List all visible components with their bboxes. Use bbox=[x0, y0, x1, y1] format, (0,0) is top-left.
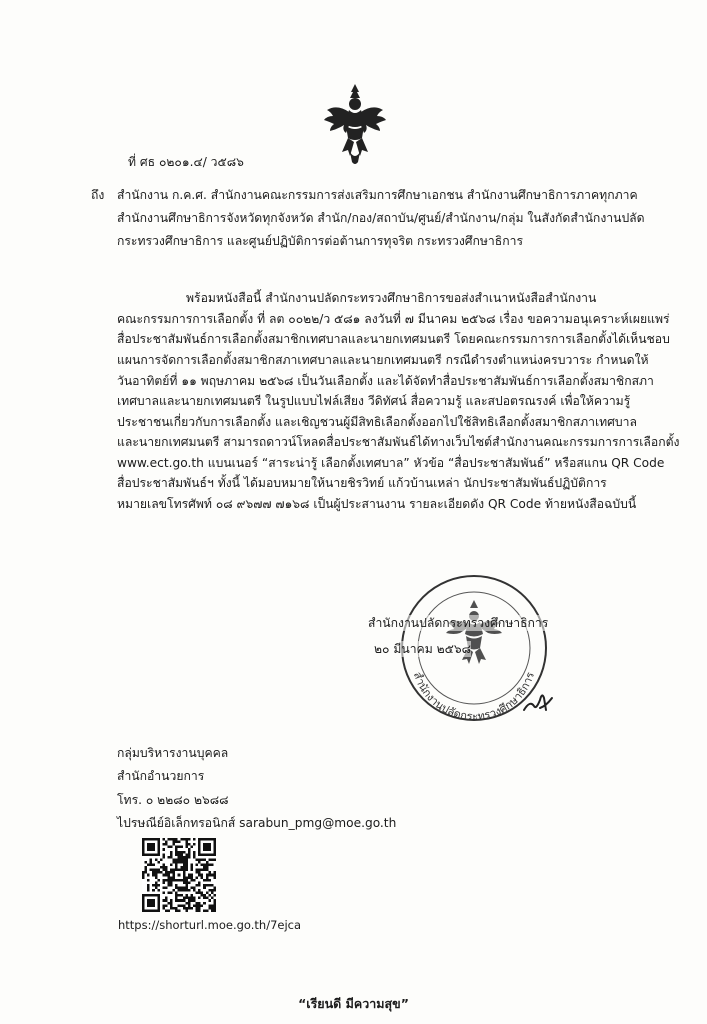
body-line: เทศบาลและนายกเทศมนตรี ในรูปแบบไฟล์เสียง วีดิทัศน์ สื่อความรู้ และสปอตรณรงค์ เพื่อให้ความรู้ bbox=[117, 394, 631, 408]
email-address: ไปรษณีย์อิเล็กทรอนิกส์ sarabun_pmg@moe.go.th bbox=[117, 816, 397, 830]
body-line: แผนการจัดการเลือกตั้งสมาชิกสภาเทศบาลและนายกเทศมนตรี กรณีดำรงตำแหน่งครบวาระ กำหนดให้ bbox=[117, 353, 649, 367]
recipient-line: กระทรวงศึกษาธิการ และศูนย์ปฏิบัติการต่อต้านการทุจริต กระทรวงศึกษาธิการ bbox=[117, 234, 523, 248]
body-line: หมายเลขโทรศัพท์ ๐๘ ๙๖๗๗ ๗๑๖๘ เป็นผู้ประสานงาน รายละเอียดดัง QR Code ท้ายหนังสือฉบับนี้ bbox=[117, 497, 637, 511]
recipient-line: สำนักงานศึกษาธิการจังหวัดทุกจังหวัด สำนัก/กอง/สถาบัน/ศูนย์/สำนักงาน/กลุ่ม ในสังกัดสำนักงานปลัด bbox=[117, 211, 645, 225]
bureau-name: สำนักอำนวยการ bbox=[117, 769, 205, 783]
document-number: ที่ ศธ ๐๒๐๑.๔/ ว๕๘๖ bbox=[128, 155, 244, 169]
body-line: สื่อประชาสัมพันธ์การเลือกตั้งสมาชิกเทศบาลและนายกเทศมนตรี โดยคณะกรรมการการเลือกตั้งได้เห็นชอบ bbox=[117, 332, 670, 346]
recipient-label: ถึง bbox=[91, 188, 105, 202]
body-line: วันอาทิตย์ที่ ๑๑ พฤษภาคม ๒๕๖๘ เป็นวันเลือกตั้ง และได้จัดทำสื่อประชาสัมพันธ์การเลือกตั้งสมาชิกสภา bbox=[117, 374, 654, 388]
body-line: www.ect.go.th แบนเนอร์ “สาระน่ารู้ เลือกตั้งเทศบาล” หัวข้อ “สื่อประชาสัมพันธ์” หรือสแกน QR Code bbox=[117, 456, 665, 470]
handwritten-signature-icon bbox=[520, 682, 556, 716]
qr-url[interactable]: https://shorturl.moe.go.th/7ejca bbox=[118, 918, 302, 932]
seal-text: สำนักงานปลัดกระทรวงศึกษาธิการ bbox=[410, 670, 537, 724]
recipient-line: สำนักงาน ก.ค.ศ. สำนักงานคณะกรรมการส่งเสริมการศึกษาเอกชน สำนักงานศึกษาธิการภาคทุกภาค bbox=[117, 188, 638, 202]
sender-date: ๒๐ มีนาคม ๒๕๖๘ bbox=[374, 642, 472, 656]
body-line: พร้อมหนังสือนี้ สำนักงานปลัดกระทรวงศึกษาธิการขอส่งสำเนาหนังสือสำนักงาน bbox=[186, 291, 597, 305]
body-line: และนายกเทศมนตรี สามารถดาวน์โหลดสื่อประชาสัมพันธ์ได้ทางเว็บไซต์สำนักงานคณะกรรมการการเลือกตั้ง bbox=[117, 435, 680, 449]
body-line: ประชาชนเกี่ยวกับการเลือกตั้ง และเชิญชวนผู้มีสิทธิเลือกตั้งออกไปใช้สิทธิเลือกตั้งสมาชิกสภาเทศบาล bbox=[117, 415, 637, 429]
phone-number: โทร. ๐ ๒๒๘๐ ๒๖๘๘ bbox=[117, 793, 229, 807]
body-line: คณะกรรมการการเลือกตั้ง ที่ ลต ๐๐๒๒/ว ๕๘๑ ลงวันที่ ๗ มีนาคม ๒๕๖๘ เรื่อง ขอความอนุเคราะห์เผยแพร่ bbox=[117, 312, 670, 326]
svg-text:สำนักงานปลัดกระทรวงศึกษาธิการ bbox=[411, 670, 537, 723]
garuda-emblem-icon bbox=[322, 80, 388, 168]
ministry-motto: “เรียนดี มีความสุข” bbox=[298, 996, 409, 1011]
sender-office: สำนักงานปลัดกระทรวงศึกษาธิการ bbox=[368, 616, 549, 630]
body-line: สื่อประชาสัมพันธ์ฯ ทั้งนี้ ได้มอบหมายให้นายชิรวิทย์ แก้วบ้านเหล่า นักประชาสัมพันธ์ปฏิบัติการ bbox=[117, 476, 607, 490]
qr-code-icon[interactable] bbox=[142, 838, 216, 912]
department-name: กลุ่มบริหารงานบุคคล bbox=[117, 746, 229, 760]
